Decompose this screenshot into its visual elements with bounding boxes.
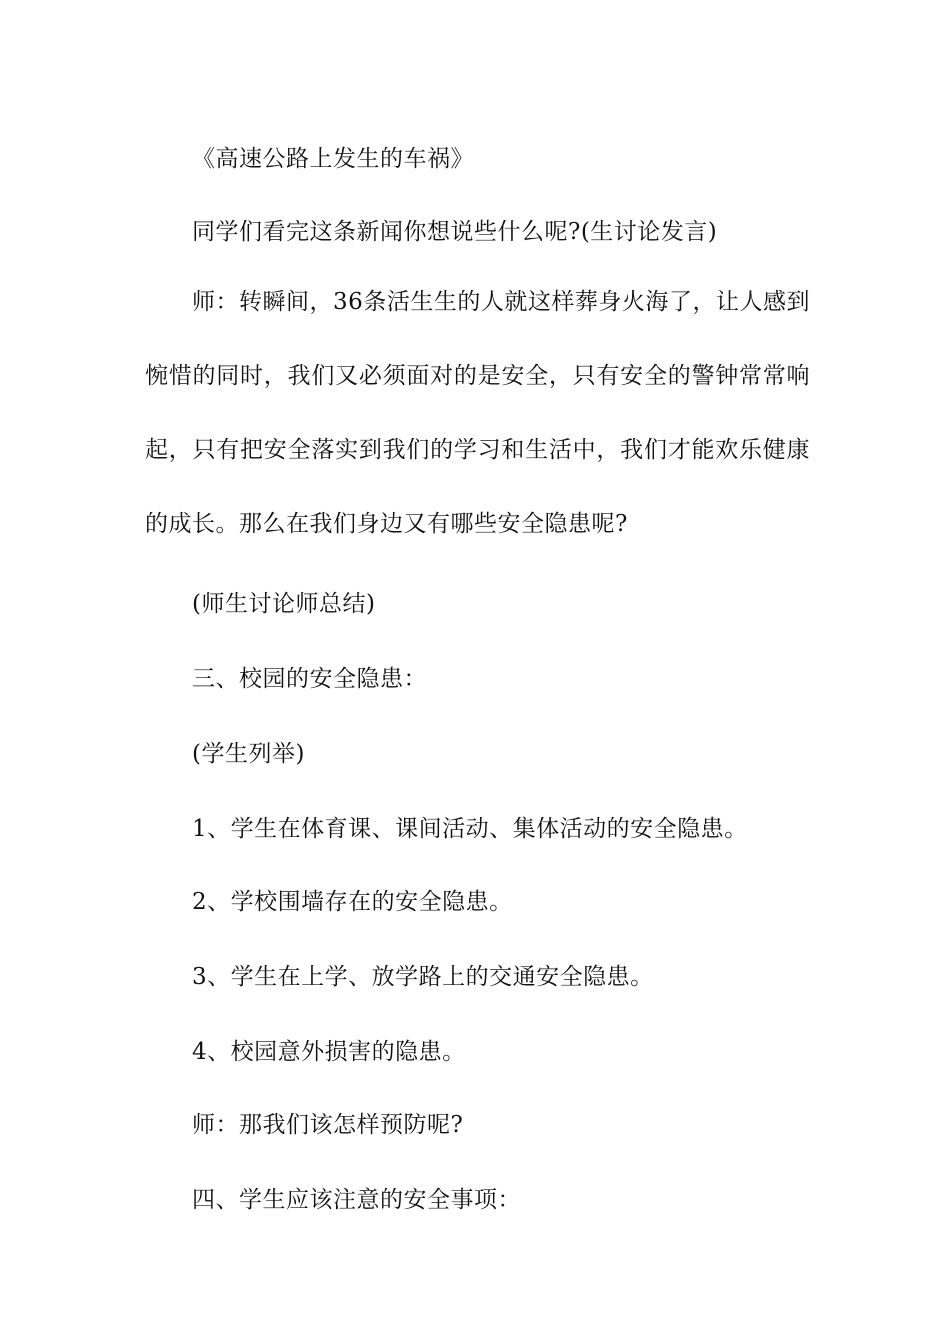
teacher-question-paragraph: 师：那我们该怎样预防呢? — [192, 1112, 464, 1138]
hazard-item-4: 4、校园意外损害的隐患。 — [192, 1039, 466, 1065]
section-three-heading: 三、校园的安全隐患： — [192, 666, 427, 692]
section-four-heading: 四、学生应该注意的安全事项： — [192, 1187, 521, 1213]
discussion-prompt-paragraph: 同学们看完这条新闻你想说些什么呢?(生讨论发言) — [192, 219, 718, 245]
teacher-remark-paragraph: 师：转瞬间，36条活生生的人就这样葬身火海了，让人感到惋惜的同时，我们又必须面对的是安全，只有安全的警钟常常响起，只有把安全落实到我们的学习和生活中，我们才能欢乐健康的成长。那么在我们身边又有哪些安全隐患呢? — [145, 289, 810, 537]
student-list-note: (学生列举) — [192, 741, 305, 767]
hazard-item-1: 1、学生在体育课、课间活动、集体活动的安全隐患。 — [192, 816, 748, 842]
hazard-item-3: 3、学生在上学、放学路上的交通安全隐患。 — [192, 964, 654, 990]
hazard-item-2: 2、学校围墙存在的安全隐患。 — [192, 889, 513, 915]
news-title-paragraph: 《高速公路上发生的车祸》 — [192, 146, 474, 172]
teacher-summary-note: (师生讨论师总结) — [192, 591, 376, 617]
